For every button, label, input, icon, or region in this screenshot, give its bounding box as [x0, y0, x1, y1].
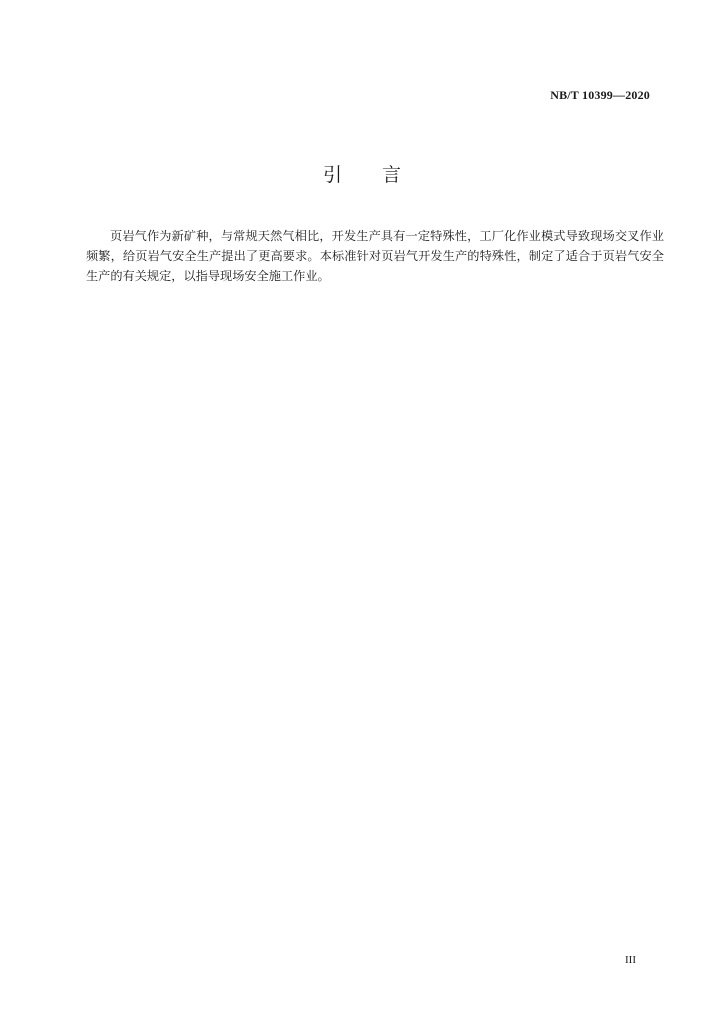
title-char-2: 言 — [382, 164, 402, 186]
standard-code: NB/T 10399—2020 — [550, 88, 650, 102]
introduction-paragraph: 页岩气作为新矿种，与常规天然气相比，开发生产具有一定特殊性，工厂化作业模式导致现场交叉作业频繁，给页岩气安全生产提出了更高要求。本标准针对页岩气开发生产的特殊性，制定了适合于页岩气安全生产的有关规定，以指导现场安全施工作业。 — [86, 229, 664, 283]
page-number: III — [625, 954, 636, 966]
title-char-1: 引 — [322, 164, 342, 186]
page-title — [0, 160, 724, 187]
